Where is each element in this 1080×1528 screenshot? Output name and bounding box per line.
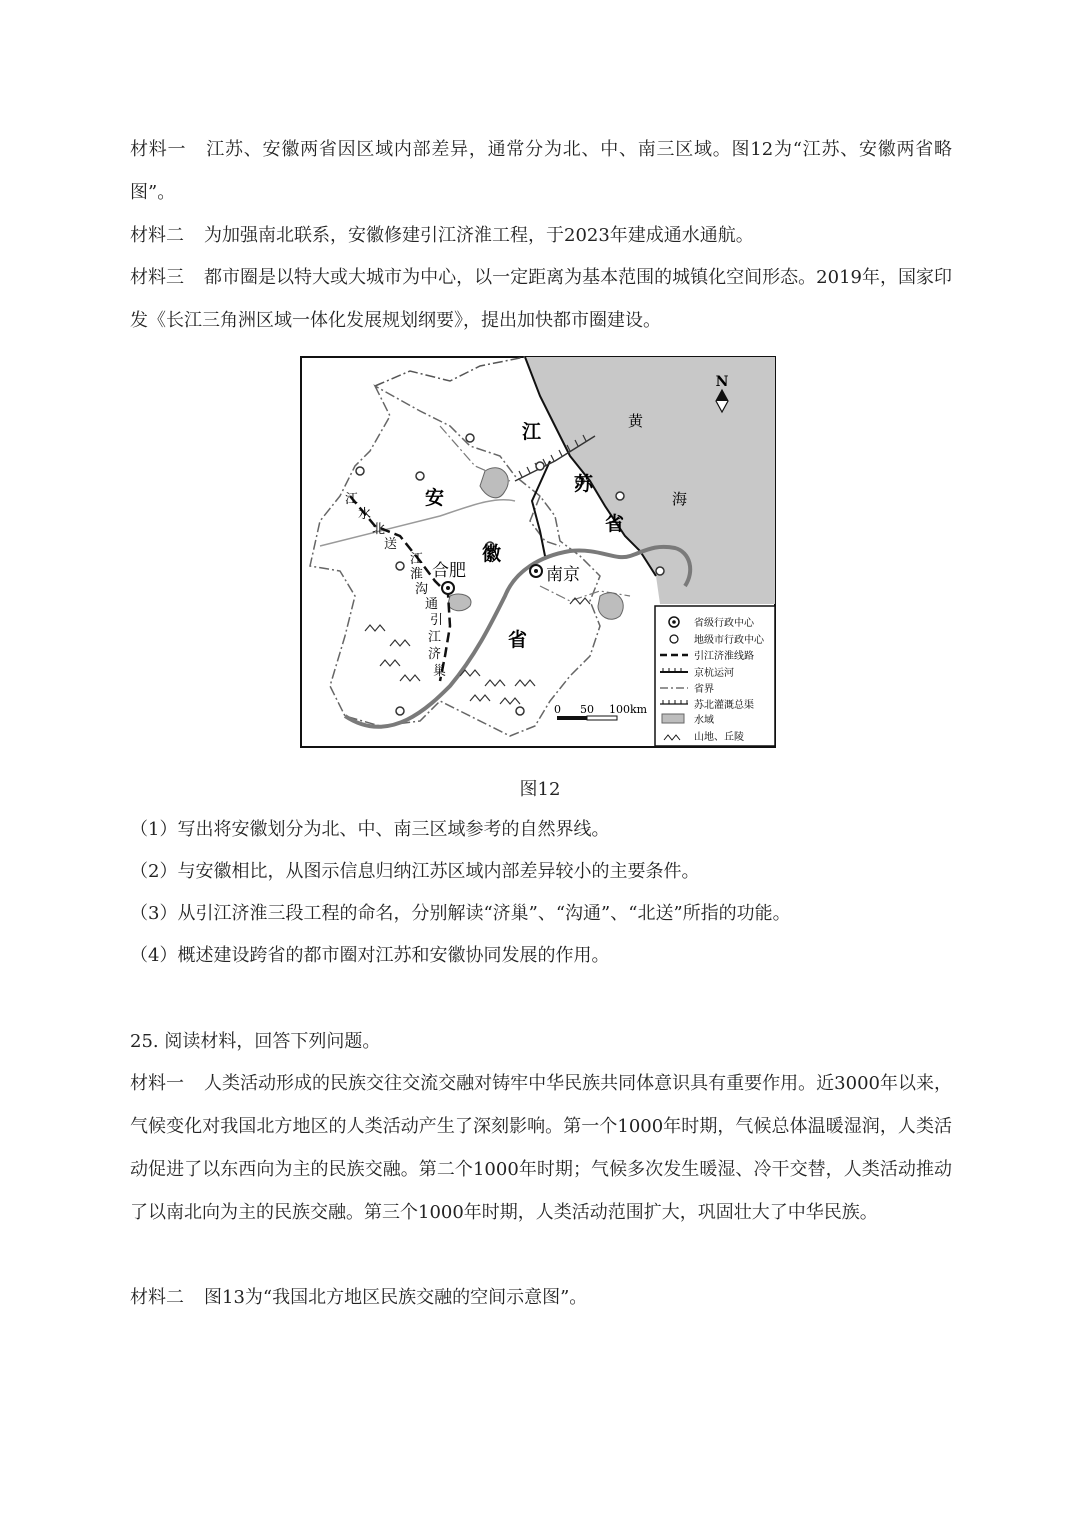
material-label: 材料一: [130, 139, 187, 160]
label-su: 苏: [574, 473, 594, 495]
material-label: 材料三: [130, 267, 185, 288]
svg-text:北: 北: [372, 522, 386, 537]
svg-text:淮: 淮: [410, 567, 424, 582]
label-sheng-js: 省: [605, 513, 625, 535]
svg-text:沟: 沟: [415, 582, 429, 597]
question-1: （1）写出将安徽划分为北、中、南三区域参考的自然界线。: [130, 819, 610, 840]
material-label: 材料二: [130, 225, 184, 246]
svg-text:巢: 巢: [433, 664, 447, 679]
label-an: 安: [425, 487, 445, 509]
map-legend: [655, 606, 775, 746]
s2-material-2: [130, 1276, 952, 1319]
material-label: 材料一: [130, 1073, 185, 1094]
s2-material-1: [130, 1062, 952, 1234]
svg-text:地级市行政中心: 地级市行政中心: [694, 635, 764, 646]
material-label: 材料二: [130, 1287, 184, 1308]
label-hefei: 合肥: [432, 561, 466, 581]
material-text: 图13为“我国北方地区民族交融的空间示意图”。: [204, 1287, 588, 1308]
svg-text:山地、丘陵: 山地、丘陵: [694, 732, 744, 743]
svg-text:苏北灌溉总渠: 苏北灌溉总渠: [694, 700, 754, 711]
svg-text:省级行政中心: 省级行政中心: [694, 618, 754, 629]
label-hui: 徽: [482, 543, 502, 565]
svg-text:江: 江: [410, 552, 424, 567]
map-figure: [300, 356, 776, 748]
svg-text:100km: 100km: [609, 703, 648, 716]
question-4: （4）概述建设跨省的都市圈对江苏和安徽协同发展的作用。: [130, 945, 610, 966]
svg-text:江: 江: [428, 630, 442, 645]
question-2: （2）与安徽相比，从图示信息归纳江苏区域内部差异较小的主要条件。: [130, 861, 700, 882]
question-25-heading: 25. 阅读材料，回答下列问题。: [130, 1031, 381, 1052]
north-label: N: [715, 374, 729, 390]
svg-text:水: 水: [358, 507, 372, 522]
svg-text:济: 济: [428, 647, 442, 662]
material-2: [130, 214, 952, 257]
figure-caption: 图12: [519, 779, 561, 800]
svg-text:省界: 省界: [694, 684, 714, 695]
label-nanjing: 南京: [546, 565, 580, 585]
svg-text:0: 0: [554, 703, 561, 716]
svg-text:通: 通: [425, 597, 439, 612]
question-3: （3）从引江济淮三段工程的命名，分别解读“济巢”、“沟通”、“北送”所指的功能。: [130, 903, 791, 924]
label-hai: 海: [672, 490, 688, 508]
svg-text:江: 江: [345, 492, 359, 507]
material-text: 为加强南北联系，安徽修建引江济淮工程，于2023年建成通水通航。: [204, 225, 754, 246]
label-huang: 黄: [628, 412, 644, 430]
material-3: [130, 256, 952, 342]
chao-lake: [448, 594, 471, 611]
material-text: 都市圈是以特大或大城市为中心，以一定距离为基本范围的城镇化空间形态。2019年，国家印发《长江三角洲区域一体化发展规划纲要》，提出加快都市圈建设。: [130, 267, 952, 331]
svg-text:引江济淮线路: 引江济淮线路: [694, 651, 754, 662]
jiangsu-anhui-map: [300, 356, 776, 748]
svg-text:50: 50: [580, 703, 594, 716]
label-jiang: 江: [522, 421, 542, 443]
svg-text:京杭运河: 京杭运河: [694, 668, 734, 679]
label-sheng-ah: 省: [508, 629, 528, 651]
svg-text:引: 引: [430, 613, 444, 628]
material-text: 人类活动形成的民族交往交流交融对铸牢中华民族共同体意识具有重要作用。近3000年以来，气候变化对我国北方地区的人类活动产生了深刻影响。第一个1000年时期，气候总体温暖湿润，人类活动促进了以东西向为主的民族交融。第二个1000年时期；气候多次发生暖湿、冷干交替，人类活动推动了以南北向为主的民族交融。第三个1000年时期，人类活动范围扩大，巩固壮大了中华民族。: [130, 1073, 952, 1223]
material-text: 江苏、安徽两省因区域内部差异，通常分为北、中、南三区域。图12为“江苏、安徽两省略图”。: [130, 139, 952, 203]
svg-text:水域: 水域: [694, 715, 714, 726]
material-1: [130, 128, 952, 214]
tai-lake: [598, 593, 623, 620]
svg-text:送: 送: [384, 537, 398, 552]
